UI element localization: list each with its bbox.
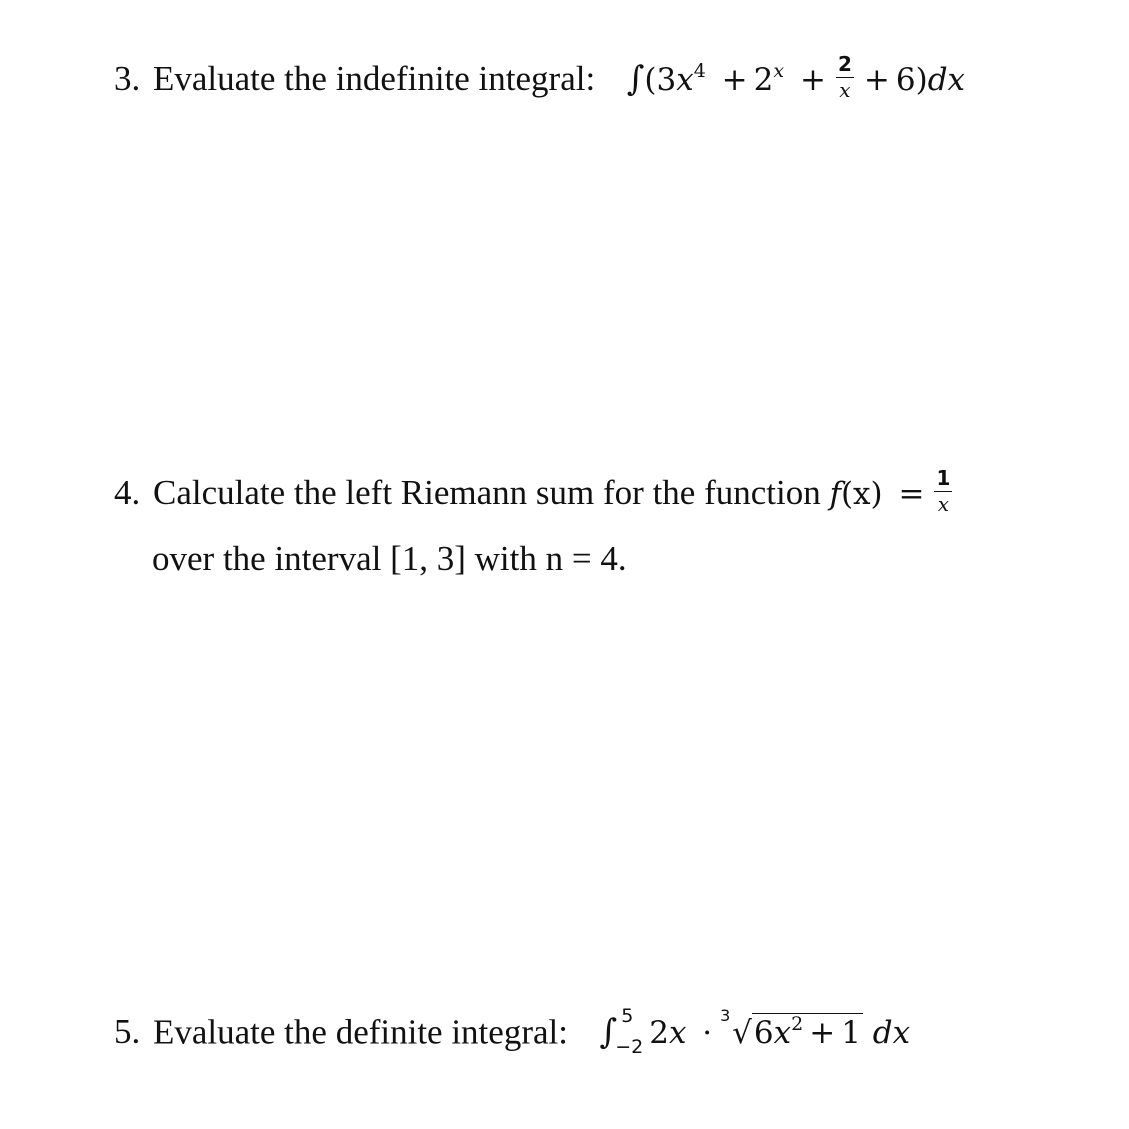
fraction-1-over-x — [934, 468, 952, 515]
problem-4-expression — [829, 466, 956, 516]
problem-4-text: Calculate the left Riemann sum for the function — [153, 473, 821, 512]
fraction-numerator: 1 — [936, 466, 951, 490]
fraction-denominator: x — [937, 492, 950, 516]
multiplication-dot: · — [702, 1015, 713, 1052]
expr-exponent-x: x — [773, 60, 785, 82]
problem-4-number: 4. — [114, 473, 141, 512]
problem-5-expression — [599, 1005, 911, 1058]
integral-sign: ∫ — [599, 1012, 618, 1053]
problem-3-line — [114, 52, 966, 105]
problem-3-number: 3. — [114, 59, 141, 98]
expr-x: x — [676, 62, 694, 98]
fraction-numerator: 2 — [837, 52, 852, 76]
expr-plus: + — [721, 62, 748, 98]
radicand-coef: 6 — [753, 1015, 774, 1052]
function-name: f — [829, 476, 841, 512]
radicand-one: 1 — [841, 1015, 861, 1052]
radicand-exponent: 2 — [791, 1013, 804, 1036]
expr-open: (3 — [644, 62, 677, 98]
expr-x: x — [668, 1015, 687, 1052]
problem-5-number: 5. — [114, 1012, 141, 1052]
radicand-x: x — [773, 1015, 792, 1052]
problem-5-text: Evaluate the definite integral: — [153, 1012, 568, 1052]
integral-sign: ∫ — [626, 59, 645, 99]
problem-4 — [114, 466, 956, 578]
problem-3-text: Evaluate the indefinite integral: — [153, 59, 596, 98]
radicand — [752, 1013, 863, 1051]
cube-root: 3 $√6x^2 + 1$ — [720, 1006, 861, 1052]
radicand-plus: + — [809, 1015, 836, 1052]
lower-limit: −2 — [615, 1035, 644, 1058]
expr-plus: + — [799, 62, 826, 98]
problem-5-line — [114, 1005, 911, 1058]
problem-4-line-2: over the interval [1, 3] with n = 4. — [152, 539, 627, 578]
expr-close: 6) — [895, 62, 928, 98]
equals-sign: = — [898, 476, 925, 512]
fraction-2-over-x — [836, 54, 854, 101]
expr-dx: dx — [872, 1015, 911, 1052]
problem-4-line-1 — [114, 466, 956, 519]
problem-3-expression — [626, 52, 966, 102]
integral-limits — [615, 1005, 644, 1058]
root-index: 3 — [720, 1006, 731, 1026]
function-arg: (x) — [840, 476, 883, 512]
fraction-denominator: x — [839, 78, 851, 102]
expr-plus: + — [863, 62, 890, 98]
problem-5 — [114, 1005, 911, 1058]
expr-dx: dx — [927, 62, 966, 98]
expr-two: 2 — [753, 62, 774, 98]
expr-exponent-4: 4 — [693, 60, 706, 82]
expr-coef: 2 — [649, 1015, 669, 1052]
problem-3 — [114, 52, 966, 105]
upper-limit: 5 — [621, 1005, 634, 1027]
